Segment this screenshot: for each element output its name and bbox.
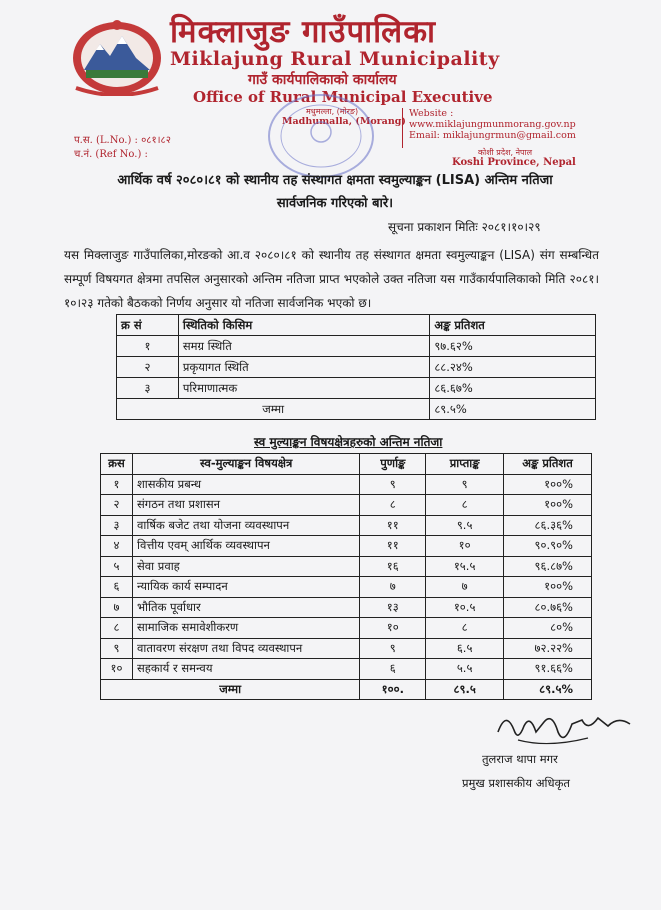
cell-obtained: ८	[426, 495, 504, 516]
cell-percent: ९०.९०%	[504, 536, 592, 557]
cell-status-type: प्रकृयागत स्थिति	[178, 357, 429, 378]
province-nepali: कोशी प्रदेश, नेपाल	[478, 148, 533, 157]
total-obtained: ८९.५	[426, 679, 504, 700]
header-full-marks: पुर्णाङ्क	[360, 454, 426, 475]
email-address: Email: miklajungrmun@gmail.com	[409, 130, 576, 141]
cell-serial: १	[101, 474, 133, 495]
table-total-row	[117, 399, 596, 420]
cell-serial: ७	[101, 597, 133, 618]
cell-obtained: ७	[426, 577, 504, 598]
cell-serial: ३	[117, 378, 179, 399]
cell-serial: ५	[101, 556, 133, 577]
header-obtained: प्राप्ताङ्क	[426, 454, 504, 475]
table-row	[101, 515, 592, 536]
cell-full-marks: १३	[360, 597, 426, 618]
cell-full-marks: ११	[360, 536, 426, 557]
cell-percent: ७२.२२%	[504, 638, 592, 659]
location-nepali: मधुमल्ला, (मोरङ)	[306, 107, 359, 116]
cell-area: वार्षिक बजेट तथा योजना व्यवस्थापन	[132, 515, 359, 536]
cell-area: सामाजिक समावेशीकरण	[132, 618, 359, 639]
office-title-nepali: गाउँ कार्यपालिकाको कार्यालय	[248, 72, 397, 88]
cell-area: भौतिक पूर्वाधार	[132, 597, 359, 618]
cell-obtained: ६.५	[426, 638, 504, 659]
header-percent: अङ्क प्रतिशत	[430, 315, 596, 336]
total-percent: ८९.५%	[504, 679, 592, 700]
cell-area: सहकार्य र समन्वय	[132, 659, 359, 680]
cell-area: न्यायिक कार्य सम्पादन	[132, 577, 359, 598]
cell-percent: ८०%	[504, 618, 592, 639]
municipality-title-nepali: मिक्लाजुङ गाउँपालिका	[170, 14, 437, 50]
cell-obtained: ९	[426, 474, 504, 495]
cell-status-type: परिमाणात्मक	[178, 378, 429, 399]
total-full-marks: १००.	[360, 679, 426, 700]
cell-obtained: ५.५	[426, 659, 504, 680]
table-row	[117, 357, 596, 378]
cell-obtained: १०	[426, 536, 504, 557]
header-status-type: स्थितिको किसिम	[178, 315, 429, 336]
cell-area: संगठन तथा प्रशासन	[132, 495, 359, 516]
table-row	[101, 577, 592, 598]
cell-serial: ३	[101, 515, 133, 536]
cell-area: वातावरण संरक्षण तथा विपद व्यवस्थापन	[132, 638, 359, 659]
cell-percent: ८८.२४%	[430, 357, 596, 378]
cell-percent: ८६.३६%	[504, 515, 592, 536]
cell-full-marks: ११	[360, 515, 426, 536]
signature-icon	[488, 702, 638, 752]
cell-serial: ८	[101, 618, 133, 639]
header-percent: अङ्क प्रतिशत	[504, 454, 592, 475]
table-row	[101, 556, 592, 577]
cell-percent: ८६.६७%	[430, 378, 596, 399]
cell-serial: २	[117, 357, 179, 378]
office-title-english: Office of Rural Municipal Executive	[193, 88, 493, 106]
cell-full-marks: ७	[360, 577, 426, 598]
letter-number: प.स. (L.No.) : ०८१।८२	[74, 135, 171, 146]
subject-line-1: आर्थिक वर्ष २०८०।८१ को स्थानीय तह संस्थागत क्षमता स्वमुल्याङ्कन (LISA) अन्तिम नतिजा	[117, 173, 553, 188]
header-area: स्व-मुल्याङ्कन विषयक्षेत्र	[132, 454, 359, 475]
nepal-emblem-icon	[70, 18, 165, 96]
cell-obtained: ८	[426, 618, 504, 639]
cell-full-marks: ६	[360, 659, 426, 680]
table-row	[101, 638, 592, 659]
table-row	[101, 618, 592, 639]
cell-percent: ८०.७६%	[504, 597, 592, 618]
province-english: Koshi Province, Nepal	[452, 157, 576, 168]
table-row	[101, 495, 592, 516]
signatory-role: प्रमुख प्रशासकीय अधिकृत	[462, 776, 570, 790]
total-label: जम्मा	[101, 679, 360, 700]
cell-obtained: १५.५	[426, 556, 504, 577]
table-row	[101, 659, 592, 680]
cell-percent: ९७.६२%	[430, 336, 596, 357]
cell-full-marks: ८	[360, 495, 426, 516]
cell-full-marks: १०	[360, 618, 426, 639]
cell-obtained: ९.५	[426, 515, 504, 536]
notice-publish-date: सूचना प्रकाशन मितिः २०८१।१०।२९	[388, 220, 541, 234]
cell-percent: ९१.६६%	[504, 659, 592, 680]
results-table	[100, 453, 592, 700]
cell-serial: १०	[101, 659, 133, 680]
website-label: Website :	[409, 108, 454, 119]
total-label: जम्मा	[117, 399, 430, 420]
table-row	[101, 597, 592, 618]
status-summary-table	[116, 314, 596, 420]
total-percent: ८९.५%	[430, 399, 596, 420]
results-table-title: स्व मुल्याङ्कन विषयक्षेत्रहरुको अन्तिम नतिजा	[254, 435, 443, 449]
reference-number: च.नं. (Ref No.) :	[74, 149, 148, 160]
location-english: Madhumalla, (Morang)	[282, 116, 406, 127]
cell-serial: ९	[101, 638, 133, 659]
table-row	[117, 336, 596, 357]
table-header-row	[117, 315, 596, 336]
cell-percent: १००%	[504, 474, 592, 495]
cell-serial: २	[101, 495, 133, 516]
cell-serial: ६	[101, 577, 133, 598]
table-total-row	[101, 679, 592, 700]
cell-area: सेवा प्रवाह	[132, 556, 359, 577]
cell-area: वित्तीय एवम् आर्थिक व्यवस्थापन	[132, 536, 359, 557]
cell-percent: ९६.८७%	[504, 556, 592, 577]
cell-percent: १००%	[504, 577, 592, 598]
cell-status-type: समग्र स्थिति	[178, 336, 429, 357]
table-header-row	[101, 454, 592, 475]
municipality-title-english: Miklajung Rural Municipality	[170, 48, 500, 70]
cell-area: शासकीय प्रबन्ध	[132, 474, 359, 495]
results-table-body	[101, 474, 592, 679]
signatory-name: तुलराज थापा मगर	[482, 752, 558, 766]
subject-line-2: सार्वजनिक गरिएको बारे।	[276, 196, 394, 211]
cell-full-marks: ९	[360, 638, 426, 659]
cell-serial: १	[117, 336, 179, 357]
cell-obtained: १०.५	[426, 597, 504, 618]
office-stamp-icon	[266, 92, 376, 180]
header-serial: क्र सं	[117, 315, 179, 336]
contact-box	[402, 108, 581, 148]
cell-percent: १००%	[504, 495, 592, 516]
website-url: www.miklajungmunmorang.gov.np	[409, 119, 576, 130]
notice-paragraph: यस मिक्लाजुङ गाउँपालिका,मोरङको आ.व २०८०।८१ को स्थानीय तह संस्थागत क्षमता स्वमुल्याङ्कन (LISA) संग सम्बन्धित सम्पूर्ण विषयगत क्षेत्रमा तपसिल अनुसारको अन्तिम नतिजा प्राप्त भएकोले उक्त नतिजा यस गाउँकार्यपालिकाको मिति २०८१।१०।२३ गतेको बैठकको निर्णय अनुसार यो नतिजा सार्वजनिक भएको छ।	[64, 248, 599, 310]
cell-full-marks: १६	[360, 556, 426, 577]
table-row	[117, 378, 596, 399]
header-serial: क्रस	[101, 454, 133, 475]
cell-full-marks: ९	[360, 474, 426, 495]
table-row	[101, 474, 592, 495]
table-row	[101, 536, 592, 557]
cell-serial: ४	[101, 536, 133, 557]
